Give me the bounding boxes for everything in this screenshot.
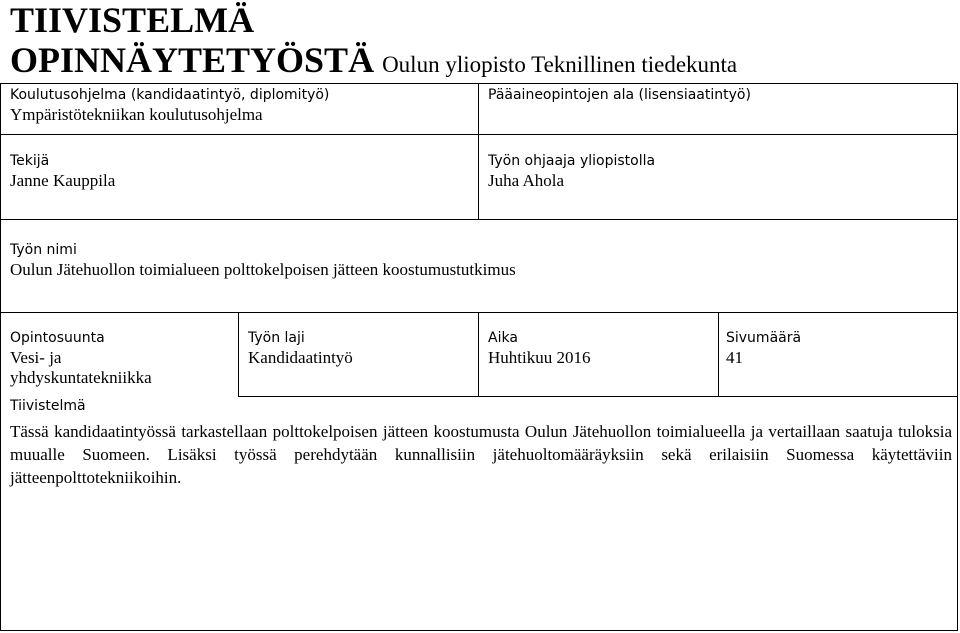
- row-divider-1: [0, 134, 958, 135]
- supervisor-label: Työn ohjaaja yliopistolla: [488, 153, 656, 169]
- major-label: Pääaineopintojen ala (lisensiaatintyö): [488, 87, 751, 103]
- study-option-cell: [10, 328, 235, 388]
- author-cell: [10, 151, 470, 191]
- date-label: Aika: [488, 330, 518, 346]
- title-line-2: OPINNÄYTETYÖSTÄ: [10, 40, 375, 80]
- programme-label: Koulutusohjelma (kandidaatintyö, diplomityö): [10, 87, 330, 103]
- row-divider-2: [0, 219, 958, 220]
- title-line-1: TIIVISTELMÄ: [10, 0, 255, 40]
- row-divider-3: [0, 312, 958, 313]
- pages-label: Sivumäärä: [726, 330, 802, 346]
- work-type-value: Kandidaatintyö: [248, 348, 353, 367]
- faculty-name: Oulun yliopisto Teknillinen tiedekunta: [382, 52, 738, 77]
- abstract-text: Tässä kandidaatintyössä tarkastellaan polttokelpoisen jätteen koostumusta Oulun Jätehuollon toimialueella ja vertaillaan saatuja tuloksia muualle Suomeen. Lisäksi työssä perehdytään kunnallisiin jätehuoltomääräyksiin sekä erilaisiin Suomessa käytettäviin jätteenpolttotekniikoihin.: [10, 422, 952, 487]
- col-divider-info-2: [478, 312, 479, 397]
- study-option-value-1: Vesi- ja: [10, 348, 62, 367]
- supervisor-cell: [488, 151, 948, 191]
- study-option-label: Opintosuunta: [10, 330, 105, 346]
- title-line-2-row: [10, 42, 737, 78]
- supervisor-value: Juha Ahola: [488, 171, 565, 190]
- programme-cell: [10, 85, 470, 125]
- col-divider-info-1: [238, 312, 239, 397]
- abstract-label-cell: [10, 396, 86, 416]
- programme-value: Ympäristötekniikan koulutusohjelma: [10, 105, 263, 124]
- author-label: Tekijä: [10, 153, 50, 169]
- info-row-bottom: [238, 396, 958, 397]
- major-cell: [488, 85, 948, 105]
- date-value: Huhtikuu 2016: [488, 348, 591, 367]
- col-divider-top: [478, 83, 479, 219]
- abstract-label: Tiivistelmä: [10, 398, 86, 414]
- thesis-title-cell: [10, 240, 950, 280]
- thesis-title-label: Työn nimi: [10, 242, 77, 258]
- pages-cell: [726, 328, 951, 368]
- date-cell: [488, 328, 713, 368]
- study-option-value-2: yhdyskuntatekniikka: [10, 368, 152, 387]
- work-type-label: Työn laji: [248, 330, 305, 346]
- col-divider-info-3: [718, 312, 719, 397]
- pages-value: 41: [726, 348, 743, 367]
- work-type-cell: [248, 328, 473, 368]
- thesis-title-value: Oulun Jätehuollon toimialueen polttokelpoisen jätteen koostumustutkimus: [10, 260, 516, 279]
- author-value: Janne Kauppila: [10, 171, 116, 190]
- document-header: [10, 2, 737, 78]
